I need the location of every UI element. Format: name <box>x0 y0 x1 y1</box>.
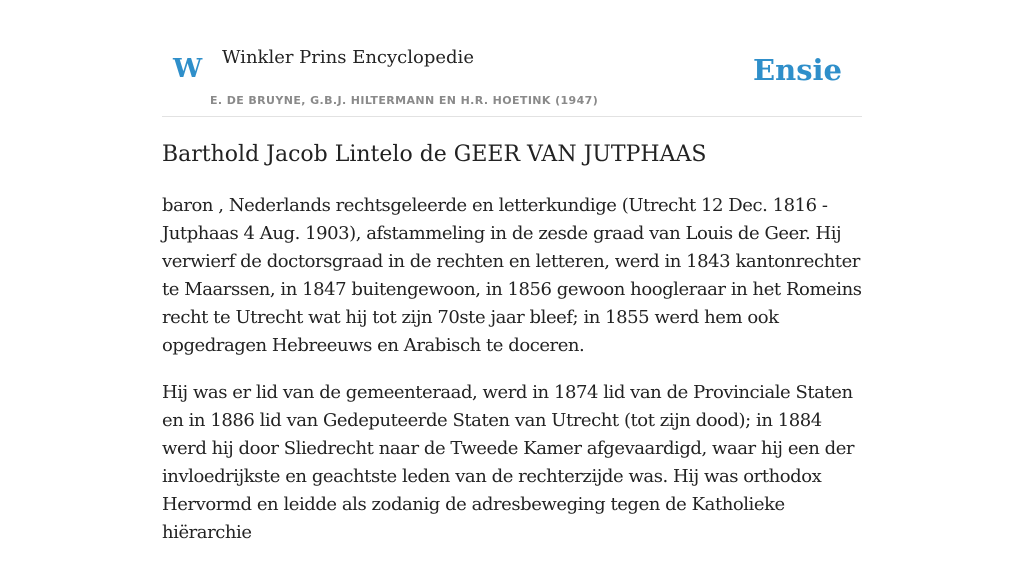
source-logo[interactable]: W <box>173 54 203 84</box>
article-paragraph: baron , Nederlands rechtsgeleerde en letterkundige (Utrecht 12 Dec. 1816 - Jutphaas 4 Aug. 1903), afstammeling in de zesde graad van Louis de Geer. Hij verwierf de doctorsgraad in de rechten en letteren, werd in 1843 kantonrechter te Maarssen, in 1847 buitengewoon, in 1856 gewoon hoogleraar in het Romeins recht te Utrecht wat hij tot zijn 70ste jaar bleef; in 1855 werd hem ook opgedragen Hebreeuws en Arabisch te doceren. <box>162 195 862 356</box>
source-header <box>162 0 862 117</box>
source-authors: E. DE BRUYNE, G.B.J. HILTERMANN EN H.R. HOETINK (1947) <box>210 94 599 107</box>
article-body <box>162 192 862 566</box>
source-title[interactable]: Winkler Prins Encyclopedie <box>222 47 474 68</box>
brand-logo-link[interactable]: Ensie <box>753 53 842 87</box>
article-title: Barthold Jacob Lintelo de GEER VAN JUTPHAAS <box>162 142 707 167</box>
article-paragraph: Hij was er lid van de gemeenteraad, werd in 1874 lid van de Provinciale Staten en in 1886 lid van Gedeputeerde Staten van Utrecht (tot zijn dood); in 1884 werd hij door Sliedrecht naar de Tweede Kamer afgevaardigd, waar hij een der invloedrijkste en geachtste leden van de rechterzijde was. Hij was orthodox Hervormd en leidde als zodanig de adresbeweging tegen de Katholieke hiërarchie <box>162 382 855 543</box>
